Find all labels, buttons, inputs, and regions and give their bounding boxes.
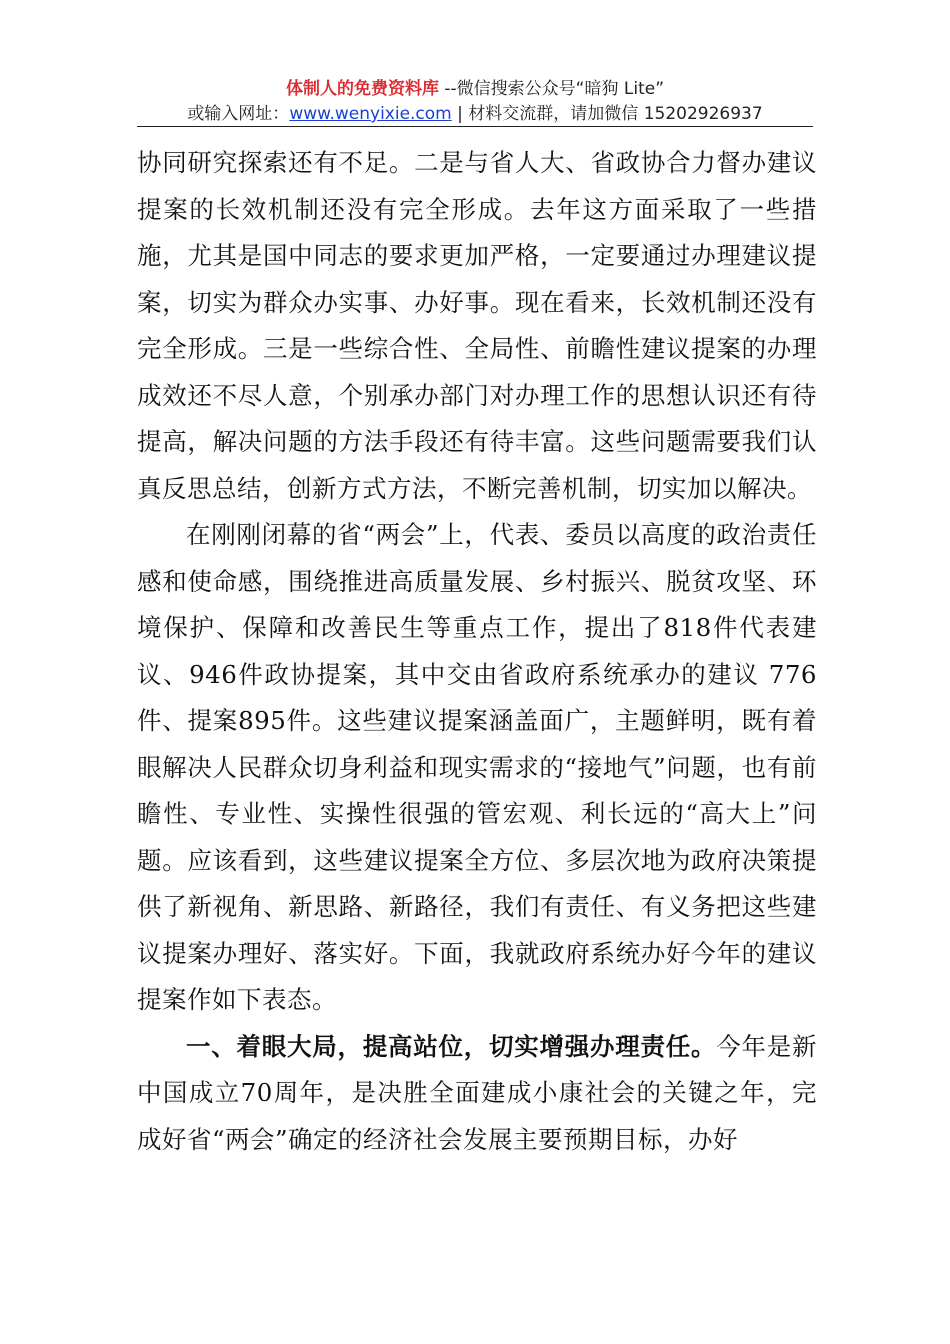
paragraph-2: 在刚刚闭幕的省“两会”上，代表、委员以高度的政治责任感和使命感，围绕推进高质量发展、乡村振兴、脱贫攻坚、环境保护、保障和改善民生等重点工作，提出了818件代表建议、946件政协提案，其中交由省政府系统承办的建议 776件、提案895件。这些建议提案涵盖面广，主题鲜明，既有着眼解决人民群众切身利益和现实需求的“接地气”问题，也有前瞻性、专业性、实操性很强的管宏观、利长远的“高大上”问题。应该看到，这些建议提案全方位、多层次地为政府决策提供了新视角、新思路、新路径，我们有责任、有义务把这些建议提案办理好、落实好。下面，我就政府系统办好今年的建议提案作如下表态。 [137,520,817,1014]
header-divider [137,126,813,127]
paragraph-3-text: 今年是新中国成立70周年，是决胜全面建成小康社会的关键之年，完成好省“两会”确定的经济社会发展主要预期目标，办好 [137,1031,817,1154]
header-line-1 [0,78,950,100]
document-header [0,78,950,125]
section-heading-1: 一、着眼大局，提高站位，切实增强办理责任。 [186,1031,717,1061]
header-line-2 [0,103,950,125]
header-account: “暗狗 Lite” [575,79,665,99]
header-url-prefix: 或输入网址： [187,104,290,124]
header-brand: 体制人的免费资料库 [285,79,439,99]
document-body [137,140,817,1163]
header-url-link[interactable]: www.wenyixie.com [289,104,452,124]
paragraph-3 [137,1024,817,1164]
paragraph-1: 协同研究探索还有不足。二是与省人大、省政协合力督办建议提案的长效机制还没有完全形成。去年这方面采取了一些措施，尤其是国中同志的要求更加严格，一定要通过办理建议提案，切实为群众办实事、办好事。现在看来，长效机制还没有完全形成。三是一些综合性、全局性、前瞻性建议提案的办理成效还不尽人意，个别承办部门对办理工作的思想认识还有待提高，解决问题的方法手段还有待丰富。这些问题需要我们认真反思总结，创新方式方法，不断完善机制，切实加以解决。 [137,148,817,503]
header-contact: | 材料交流群，请加微信 15202926937 [451,104,763,124]
header-sep: --微信搜索公众号 [438,79,576,99]
